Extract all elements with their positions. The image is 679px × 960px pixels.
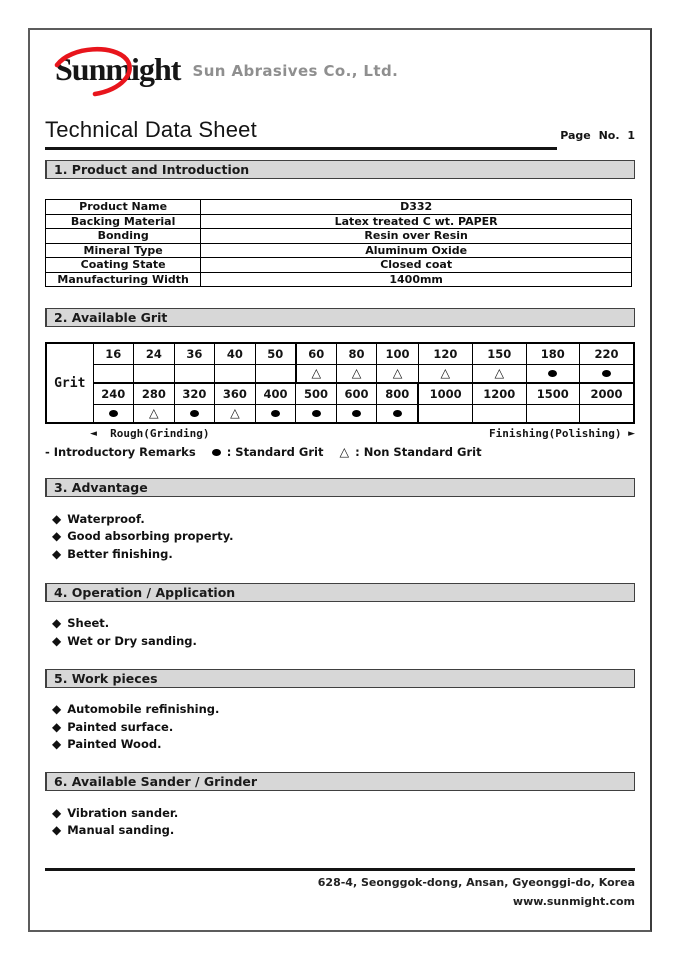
work-pieces-list [45,701,635,754]
grit-mark-cell [296,404,337,423]
diamond-bullet-icon: ◆ [52,511,62,526]
grit-value-cell: 120 [418,343,472,364]
grit-value-cell: 100 [377,343,418,364]
bullet-item [52,822,635,840]
grit-value-cell: 1000 [418,383,472,404]
product-table-body [46,200,632,287]
section-header-work-pieces: 5. Work pieces [45,669,635,688]
grit-mark-cell [526,364,580,383]
grit-value-cell: 320 [174,383,215,404]
rough-caption: ◄ Rough(Grinding) [90,427,210,440]
grit-value-cell: 800 [377,383,418,404]
product-table-row [46,214,632,229]
sander-list [45,804,635,839]
bullet-text: Automobile refinishing. [67,702,220,717]
grit-table [45,342,635,424]
grit-value-cell: 40 [215,343,256,364]
grit-value-cell: 24 [134,343,175,364]
non-standard-grit-triangle-icon: △ [440,365,451,381]
standard-grit-dot-icon [548,370,557,377]
product-attribute-label: Manufacturing Width [46,272,201,287]
non-standard-grit-triangle-icon: △ [494,365,505,381]
product-attribute-label: Backing Material [46,214,201,229]
bullet-text: Waterproof. [67,511,145,526]
bullet-item [52,632,635,650]
bullet-item [52,718,635,736]
bullet-item [52,701,635,719]
logo [45,45,635,95]
grit-mark-cell [93,364,134,383]
non-standard-grit-triangle-icon: △ [339,443,350,459]
document-title: Technical Data Sheet [45,117,257,142]
diamond-bullet-icon: ◆ [52,616,62,631]
left-arrow-icon: ◄ [90,429,97,439]
standard-grit-dot-icon [602,370,611,377]
grit-mark-cell [174,364,215,383]
grit-mark-cell [134,404,175,423]
datasheet-page [28,28,652,932]
footer-address: 628-4, Seonggok-dong, Ansan, Gyeonggi-do, Korea [317,876,635,889]
product-attribute-value: Aluminum Oxide [201,243,632,258]
grit-value-cell: 280 [134,383,175,404]
grit-value-cell: 36 [174,343,215,364]
product-table-row [46,200,632,215]
footer-website: www.sunmight.com [512,895,635,908]
diamond-bullet-icon: ◆ [52,546,62,561]
bullet-text: Vibration sander. [67,805,179,820]
grit-legend [45,445,635,459]
bullet-item [52,736,635,754]
legend-standard-label: : Standard Grit [226,445,324,459]
product-attribute-value: Resin over Resin [201,229,632,244]
bullet-item [52,545,635,563]
grit-mark-cell [255,364,296,383]
bullet-item [52,804,635,822]
finishing-caption: Finishing(Polishing) ► [489,427,635,440]
advantage-list [45,510,635,563]
right-arrow-icon: ► [628,429,635,439]
diamond-bullet-icon: ◆ [52,702,62,717]
bullet-text: Sheet. [67,616,110,631]
non-standard-grit-triangle-icon: △ [230,405,240,421]
bullet-text: Better finishing. [67,546,173,561]
grit-value-cell: 1200 [473,383,527,404]
bullet-item [52,510,635,528]
diamond-bullet-icon: ◆ [52,737,62,752]
diamond-bullet-icon: ◆ [52,805,62,820]
product-attribute-label: Mineral Type [46,243,201,258]
grit-value-cell: 50 [255,343,296,364]
grit-mark-cell [296,364,337,383]
section-header-product-introduction: 1. Product and Introduction [45,160,635,179]
grit-table-row [46,404,634,423]
standard-grit-dot-icon [271,410,280,417]
product-attribute-value: Closed coat [201,258,632,273]
bullet-text: Painted surface. [67,719,174,734]
footer [45,868,635,909]
bullet-text: Manual sanding. [67,823,175,838]
section-header-advantage: 3. Advantage [45,478,635,497]
standard-grit-dot-icon [393,410,402,417]
grit-value-cell: 220 [580,343,634,364]
grit-mark-cell [336,364,377,383]
grit-table-row [46,364,634,383]
section-header-available-grit: 2. Available Grit [45,308,635,327]
grit-captions [45,427,635,440]
grit-value-cell: 150 [473,343,527,364]
grit-mark-cell [255,404,296,423]
grit-mark-cell [377,364,418,383]
standard-grit-dot-icon [352,410,361,417]
product-attribute-value: Latex treated C wt. PAPER [201,214,632,229]
grit-mark-cell [473,364,527,383]
grit-value-cell: 1500 [526,383,580,404]
brand-wordmark [45,45,180,93]
non-standard-grit-triangle-icon: △ [149,405,159,421]
non-standard-grit-triangle-icon: △ [311,365,322,381]
grit-mark-cell [215,404,256,423]
grit-mark-cell [473,404,527,423]
grit-mark-cell [215,364,256,383]
product-intro-table [45,199,632,287]
grit-table-row [46,343,634,364]
grit-mark-cell [580,364,634,383]
legend-non-standard-label: : Non Standard Grit [355,445,482,459]
grit-mark-cell [418,404,472,423]
grit-mark-cell [336,404,377,423]
title-rule [45,147,557,150]
grit-value-cell: 16 [93,343,134,364]
standard-grit-dot-icon [212,449,221,456]
product-table-row [46,229,632,244]
grit-table-row [46,383,634,404]
grit-value-cell: 2000 [580,383,634,404]
grit-value-cell: 600 [336,383,377,404]
grit-value-cell: 180 [526,343,580,364]
grit-mark-cell [134,364,175,383]
grit-mark-cell [377,404,418,423]
page-number: Page No. 1 [560,129,635,142]
bullet-item [52,615,635,633]
diamond-bullet-icon: ◆ [52,529,62,544]
product-attribute-label: Product Name [46,200,201,215]
product-attribute-label: Bonding [46,229,201,244]
diamond-bullet-icon: ◆ [52,719,62,734]
non-standard-grit-triangle-icon: △ [351,365,362,381]
grit-mark-cell [526,404,580,423]
title-row [45,117,635,143]
grit-value-cell: 400 [255,383,296,404]
operation-list [45,615,635,650]
product-attribute-value: D332 [201,200,632,215]
product-attribute-label: Coating State [46,258,201,273]
grit-value-cell: 60 [296,343,337,364]
grit-mark-cell [174,404,215,423]
grit-mark-cell [580,404,634,423]
bullet-text: Good absorbing property. [67,529,234,544]
standard-grit-dot-icon [109,410,118,417]
grit-mark-cell [418,364,472,383]
diamond-bullet-icon: ◆ [52,823,62,838]
footer-rule [45,868,635,871]
bullet-text: Wet or Dry sanding. [67,633,197,648]
brand-text: Sunmight [55,51,181,87]
bullet-text: Painted Wood. [67,737,162,752]
product-table-row [46,258,632,273]
grit-row-label: Grit [46,343,93,423]
section-header-operation: 4. Operation / Application [45,583,635,602]
grit-mark-cell [93,404,134,423]
legend-prefix: - Introductory Remarks [45,445,196,459]
bullet-item [52,528,635,546]
diamond-bullet-icon: ◆ [52,633,62,648]
product-attribute-value: 1400mm [201,272,632,287]
section-header-sander-grinder: 6. Available Sander / Grinder [45,772,635,791]
grit-value-cell: 240 [93,383,134,404]
grit-table-body [46,343,634,423]
product-table-row [46,243,632,258]
product-table-row [46,272,632,287]
grit-value-cell: 500 [296,383,337,404]
grit-value-cell: 80 [336,343,377,364]
grit-value-cell: 360 [215,383,256,404]
company-name: Sun Abrasives Co., Ltd. [192,62,399,80]
standard-grit-dot-icon [312,410,321,417]
non-standard-grit-triangle-icon: △ [392,365,403,381]
standard-grit-dot-icon [190,410,199,417]
